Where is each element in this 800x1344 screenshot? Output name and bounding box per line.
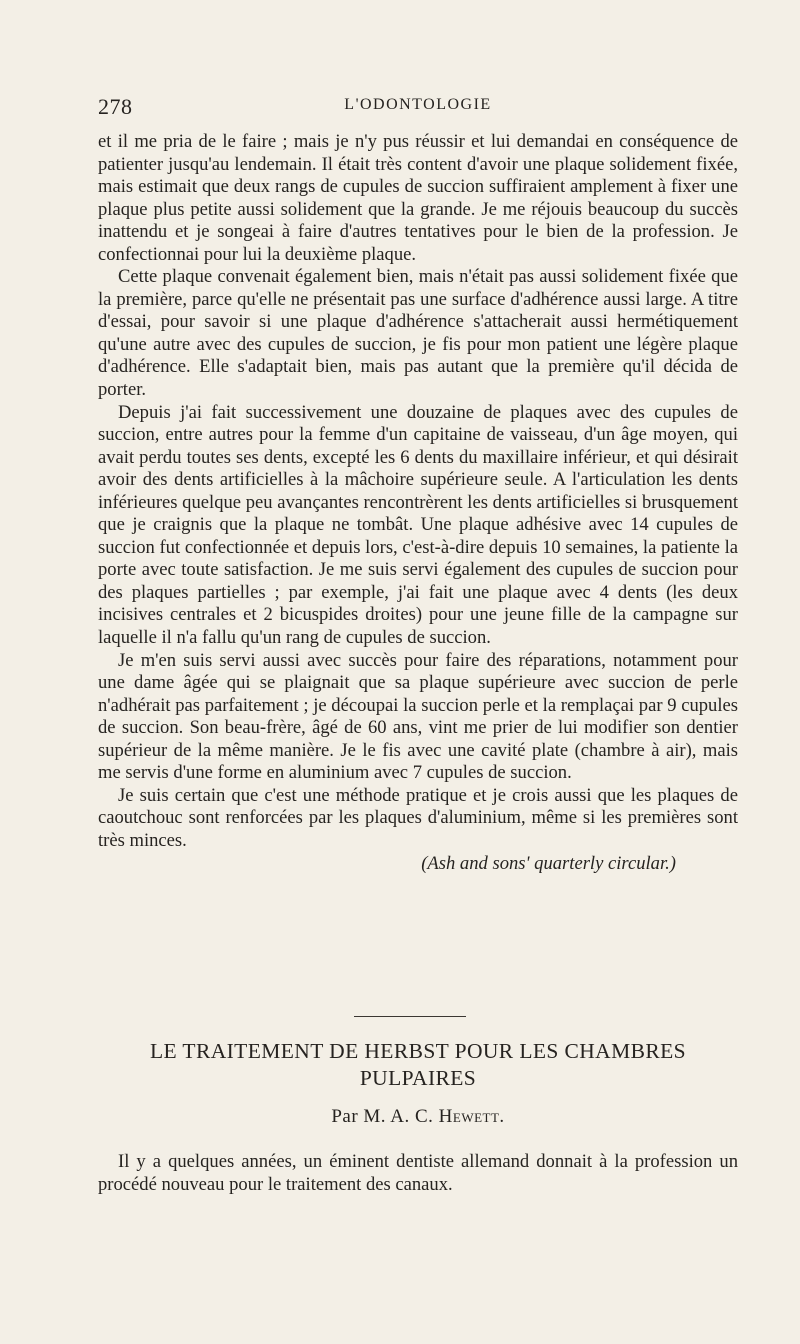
byline-prefix: Par M. A. C. <box>331 1106 434 1127</box>
byline <box>98 1106 738 1128</box>
article-body <box>98 131 738 875</box>
paragraph-1: et il me pria de le faire ; mais je n'y pus réussir et lui demandai en conséquence de patienter jusqu'au lendemain. Il était très content d'avoir une plaque solidement fixée, mais estimait que deux rangs de cupules de succion suffiraient amplement à fixer une plaque plus petite aussi solidement que la grande. Je me réjouis beaucoup du succès inattendu et je songeai à faire d'autres tentatives pour le bien de la profession. Je confectionnai pour lui la deuxième plaque. <box>98 131 738 265</box>
paragraph-3: Depuis j'ai fait successivement une douzaine de plaques avec des cupules de succion, entre autres pour la femme d'un capitaine de vaisseau, d'un âge moyen, qui avait perdu toutes ses dents, excepté les 6 dents du maxillaire inférieur, et qui désirait avoir des dents artificielles à la mâchoire supérieure seule. A l'articulation les dents inférieures quelque peu avançantes rencontrèrent les dents artificielles si brusquement que je craignis que la plaque ne tombât. Une plaque adhésive avec 14 cupules de succion fut confectionnée et depuis lors, c'est-à-dire depuis 10 semaines, la patiente la porte avec toute satisfaction. Je me suis servi également des cupules de succion pour des plaques partielles ; par exemple, j'ai fait une plaque avec 4 dents (les deux incisives centrales et 2 bicuspides droites) pour une jeune fille de la campagne sur laquelle il n'a fallu qu'un rang de cupules de succion. <box>98 401 738 649</box>
section-title-line-2: PULPAIRES <box>359 1066 477 1090</box>
page-header <box>98 94 738 124</box>
next-article-intro <box>98 1151 738 1196</box>
paragraph-5: Je suis certain que c'est une méthode pratique et je crois aussi que les plaques de caoutchouc sont renforcées par les plaques d'aluminium, même si les premières sont très minces. <box>98 784 738 851</box>
section-title-line-1: LE TRAITEMENT DE HERBST POUR LES CHAMBRES <box>149 1039 687 1063</box>
page-number: 278 <box>98 94 133 119</box>
intro-paragraph: Il y a quelques années, un éminent dentiste allemand donnait à la profession un procédé nouveau pour le traitement des canaux. <box>98 1151 738 1195</box>
source-attribution: (Ash and sons' quarterly circular.) <box>421 852 676 874</box>
running-title: L'ODONTOLOGIE <box>344 96 492 113</box>
paragraph-2: Cette plaque convenait également bien, mais n'était pas aussi solidement fixée que la première, parce qu'elle ne présentait pas une surface d'adhérence aussi large. A titre d'essai, pour savoir si une plaque d'adhérence s'attacherait aussi hermétiquement qu'une autre avec des cupules de succion, je fis pour mon patient une légère plaque d'adhérence. Elle s'adaptait bien, mais pas autant que la première qu'il décida de porter. <box>98 266 738 401</box>
author-name: Hewett. <box>438 1106 505 1127</box>
paragraph-4: Je m'en suis servi aussi avec succès pour faire des réparations, notamment pour une dame âgée qui se plaignait que sa plaque supérieure avec succion de perle n'adhérait pas parfaitement ; je découpai la succion perle et la remplaçai par 9 cupules de succion. Son beau-frère, âgé de 60 ans, vint me prier de lui modifier son dentier supérieur de la même manière. Je le fis avec une cavité plate (chambre à air), mais me servis d'une forme en aluminium avec 7 cupules de succion. <box>98 649 738 784</box>
section-title <box>98 1038 738 1092</box>
section-divider <box>354 1016 466 1017</box>
